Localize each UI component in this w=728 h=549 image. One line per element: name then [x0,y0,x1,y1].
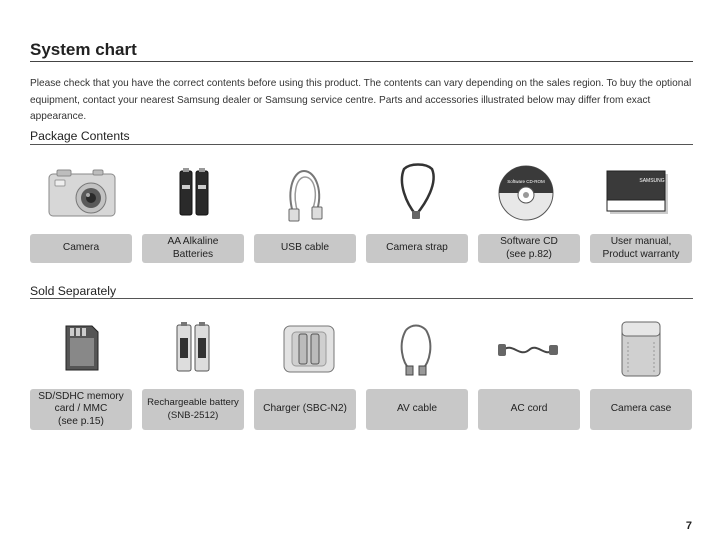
label-camera-strap: Camera strap [366,234,468,263]
cd-label-text: Software CD-ROM [507,179,545,184]
usb-cable-icon [284,165,328,223]
label-user-manual: User manual, Product warranty [590,234,692,263]
sold-labels-row [30,389,693,430]
title-divider [30,61,693,62]
label-charger: Charger (SBC-N2) [254,389,356,430]
software-cd-icon [498,163,554,223]
label-av-cable: AV cable [366,389,468,430]
label-camera-case: Camera case [590,389,692,430]
camera-icon [47,168,119,220]
page-title: System chart [30,40,137,59]
av-cable-icon [396,322,438,376]
page-number: 7 [685,520,692,532]
label-camera: Camera [30,234,132,263]
label-memory-card: SD/SDHC memory card / MMC (see p.15) [30,389,132,430]
label-ac-cord: AC cord [478,389,580,430]
package-contents-divider [30,144,693,145]
intro-paragraph: Please check that you have the correct contents before using this product. The contents can vary depending on the sales region. To buy the optional equipment, contact your nearest Samsung dealer or Samsung service centre. Parts and accessories illustrated below may differ from exact appearance. [30,78,692,122]
manual-brand-text: SAMSUNG [639,178,665,184]
package-contents-heading: Package Contents [30,129,130,143]
package-labels-row [30,234,693,263]
rechargeable-battery-icon [175,320,211,374]
sold-separately-heading: Sold Separately [30,284,117,298]
memory-card-icon [62,324,102,372]
label-usb-cable: USB cable [254,234,356,263]
user-manual-icon [606,170,670,216]
label-software-cd: Software CD (see p.82) [478,234,580,263]
ac-cord-icon [497,336,559,364]
label-rechargeable-battery: Rechargeable battery (SNB-2512) [142,389,244,430]
label-aa-batteries: AA Alkaline Batteries [142,234,244,263]
camera-strap-icon [396,163,440,223]
charger-icon [282,322,336,374]
camera-case-icon [620,320,662,378]
sold-separately-divider [30,298,693,299]
aa-batteries-icon [178,167,210,217]
